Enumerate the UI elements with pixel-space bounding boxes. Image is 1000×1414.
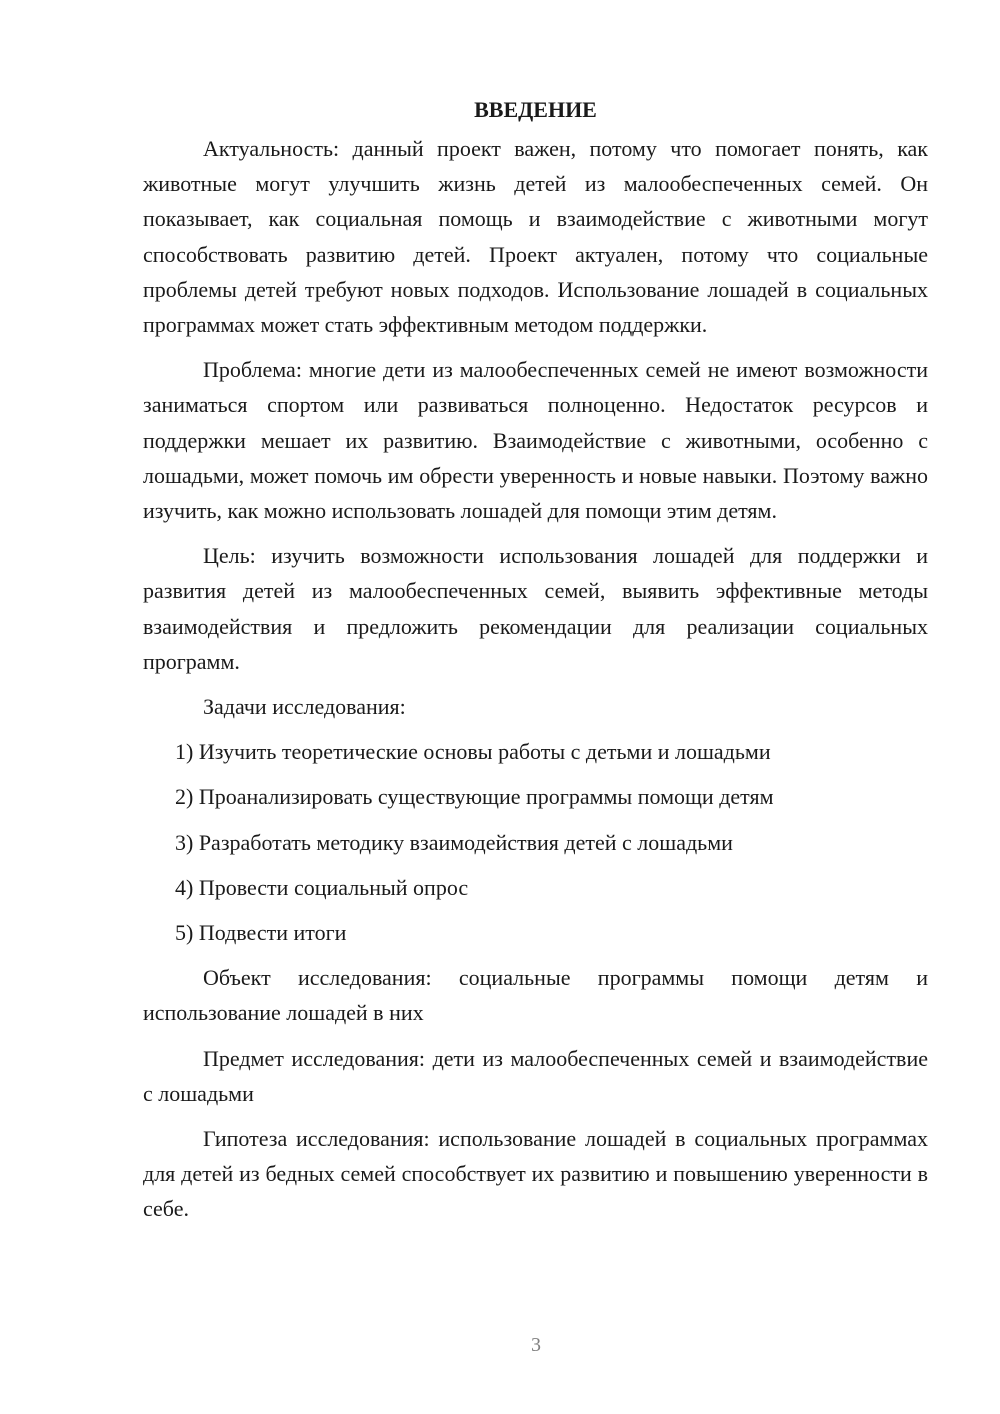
task-item: 1) Изучить теоретические основы работы с детьми и лошадьми — [175, 739, 771, 765]
problem-paragraph: Проблема: многие дети из малообеспеченных семей не имеют возможности заниматься спортом или развиваться полноценно. Недостаток ресурсов и поддержки мешает их развитию. Взаимодействие с животными, особенно с лошадьми, может помочь им обрести уверенность и новые навыки. Поэтому важно изучить, как можно использовать лошадей для помощи этим детям. — [143, 357, 928, 524]
section-title: ВВЕДЕНИЕ — [474, 97, 597, 122]
document-page — [143, 92, 928, 1237]
subject-paragraph: Предмет исследования: дети из малообеспеченных семей и взаимодействие с лошадьми — [143, 1045, 928, 1106]
task-item: 3) Разработать методику взаимодействия детей с лошадьми — [175, 829, 733, 855]
goal-paragraph: Цель: изучить возможности использования лошадей для поддержки и развития детей из малообеспеченных семей, выявить эффективные методы взаимодействия и предложить рекомендации для реализации социальных программ. — [143, 543, 928, 674]
object-paragraph: Объект исследования: социальные программы помощи детям и использование лошадей в них — [143, 965, 928, 1026]
page-number: 3 — [531, 1334, 541, 1356]
relevance-paragraph: Актуальность: данный проект важен, потому что помогает понять, как животные могут улучшить жизнь детей из малообеспеченных семей. Он показывает, как социальная помощь и взаимодействие с животными могут способствовать развитию детей. Проект актуален, потому что социальные проблемы детей требуют новых подходов. Использование лошадей в социальных программах может стать эффективным методом поддержки. — [143, 136, 928, 338]
task-item: 5) Подвести итоги — [175, 920, 347, 946]
task-item: 4) Провести социальный опрос — [175, 874, 469, 900]
tasks-heading: Задачи исследования: — [203, 694, 406, 720]
task-item: 2) Проанализировать существующие программы помощи детям — [175, 784, 774, 810]
hypothesis-paragraph: Гипотеза исследования: использование лошадей в социальных программах для детей из бедных семей способствует их развитию и повышению уверенности в себе. — [143, 1126, 928, 1222]
tasks-list — [143, 734, 928, 950]
